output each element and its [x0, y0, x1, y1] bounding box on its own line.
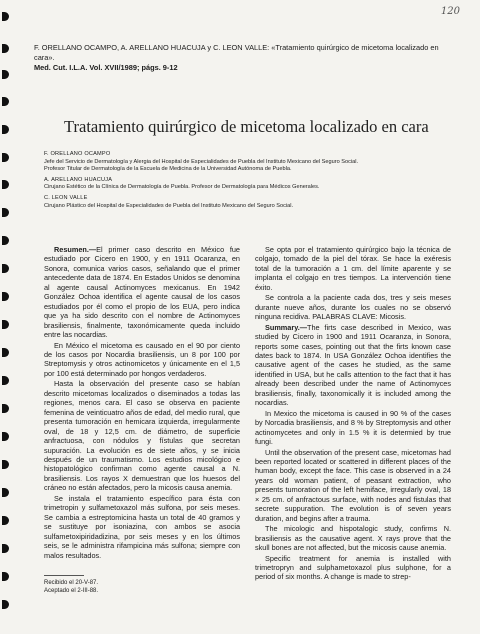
binder-hole: [2, 488, 9, 497]
binder-hole: [2, 600, 9, 609]
binder-hole: [2, 572, 9, 581]
binder-holes: [0, 0, 14, 634]
abstract-paragraph: [44, 494, 240, 560]
paragraph-text: Until the observation of the present case, micetomas had been reported located or scattered in different places of the human body, except the face. This case is observed in a 24 years old woman patient, of peasant extraction, who presents tumoration of the left hemiface, irregularly oval, 18 × 25 cm. of anfractous surface, with nodes and fistulas that secrete suppuration. The evolution is of seven years duration, and begins after a trauma.: [255, 447, 451, 523]
accepted-date: Aceptado el 2-III-88.: [44, 588, 99, 594]
binder-hole: [2, 264, 9, 273]
footnote-rule: [44, 575, 84, 576]
paragraph-text: The micologic and hispotalogic study, confirms N. brasiliensis as the causative agent. X rays prove that the skull bones are not affected, but the micosis cause anemia.: [255, 524, 451, 553]
paragraph-text: In Mexico the micetoma is caused in 90 % of the cases by Norcadia brasiliensis, and 8 % by Streptomysis and other actinomycetes and only in 1.5 % it is determied by true fungi.: [255, 408, 451, 447]
binder-hole: [2, 320, 9, 329]
abstract-paragraph: [44, 379, 240, 492]
abstract-paragraph: [44, 245, 240, 340]
summary-paragraph: [255, 323, 451, 408]
paragraph-text: Se controla a la paciente cada dos, tres y seis meses durante nueve años, durante los cuales no se observó ninguna recidiva. PALABRAS CLAVE: Micosis.: [255, 293, 451, 322]
paragraph-text: Hasta la observación del presente caso se habían descrito micetomas localizados o diseminados a todas las regiones, menos cara. El caso se observa en paciente femenina de veinticuatro años de edad, del medio rural, que presenta tumoración en hemicara izquierda, irregularmente oval, de 18 y 12,5 cm. de diámetro, de superficie anfractuosa, con nódulos y fístulas que secretan supuración. La evolución es de siete años, y se inicia después de un traumatismo. Los estudios micológico e histopatológico confirman como agente causal a N. brasiliensis. Los rayos X demuestran que los huesos del cráneo no están afectados, pero la micosis causa anemia.: [44, 379, 240, 493]
binder-hole: [2, 208, 9, 217]
journal-reference: Med. Cut. I.L.A. Vol. XVII/1989; págs. 9-12: [34, 63, 178, 72]
article-title: Tratamiento quirúrgico de micetoma localizado en cara: [64, 117, 429, 136]
author-affiliation: Profesor Titular de Dermatología de la Escuela de Medicina de la Universidad Autónoma de Puebla.: [44, 166, 292, 173]
binder-hole: [2, 292, 9, 301]
left-column: [44, 245, 240, 560]
paragraph-text: Se opta por el tratamiento quirúrgico bajo la técnica de colgajo, tomado de la piel del tórax. Se hace la exéresis total de la tumoración a 1 cm. del límite aparente y se implanta el colgajo en tres tiempos. La intervención tiene éxito.: [255, 245, 451, 292]
author-affiliation: Jefe del Servicio de Dermatología y Alergia del Hospital de Especialidades de Puebla del Instituto Mexicano del Seguro Social.: [44, 158, 359, 165]
author-affiliation: Cirujano Plástico del Hospital de Especialidades de Puebla del Instituto Mexicano del Seguro Social.: [44, 202, 294, 209]
summary-paragraph: [255, 524, 451, 552]
author-affiliation: Cirujano Estético de la Clínica de Dermatología de Puebla. Profesor de Dermatología para Médicos Generales.: [44, 184, 320, 191]
binder-hole: [2, 516, 9, 525]
summary-paragraph: [255, 409, 451, 447]
footnote: [44, 575, 98, 595]
author-name: A. ARELLANO HUACUJA: [44, 176, 113, 183]
binder-hole: [2, 236, 9, 245]
abstract-paragraph: [44, 341, 240, 379]
author-affiliations: [44, 151, 464, 210]
binder-hole: [2, 97, 9, 106]
binder-hole: [2, 153, 9, 162]
binder-hole: [2, 180, 9, 189]
binder-hole: [2, 44, 9, 53]
author-name: F. ORELLANO OCAMPO: [44, 151, 111, 157]
binder-hole: [2, 376, 9, 385]
binder-hole: [2, 544, 9, 553]
binder-hole: [2, 348, 9, 357]
citation: [34, 43, 454, 73]
right-column: [255, 245, 451, 582]
page-number: 120: [440, 6, 460, 17]
binder-hole: [2, 12, 9, 21]
run-in-heading: Resumen.—: [54, 245, 97, 254]
binder-hole: [2, 125, 9, 134]
abstract-paragraph: [255, 245, 451, 292]
paragraph-text: The firts case described in Mexico, was studied by Cicero in 1900 and 1911 Ocaranza, in Sonora, reports some cases, pointing out that the firts known case dates back to 1874. In USA González Ochoa identifies the causative agent of the cases he studied, as the same identified in USA, but he calls attention to the fact that it has already been described under the name of Actinomyces brasiliensis, finally, taxonomically it is included among the nocardias.: [255, 322, 451, 408]
paragraph-text: Se instala el tratamiento específico para ésta con trimetropin y sulfametoxazol más sulfona, por seis meses. Se cambia a estreptomicina hasta un total de 40 gramos y se sustituye por isoniazina, con ambos se asocia sulfametoxipiridadizina, por seis meses y en los últimos seis, se le administra rifampicina más sulfona; siempre con malos resultados.: [44, 493, 240, 560]
abstract-paragraph: [255, 293, 451, 321]
binder-hole: [2, 460, 9, 469]
paragraph-text: En México el micetoma es causado en el 90 por ciento de los casos por Nocardia brasiliensis, un 8 por 100 por Streptomysis y otros actinomicetos y únicamente en el 1,5 por 100 está determinado por hongos verdaderos.: [44, 340, 240, 378]
received-date: Recibido el 20-V-87.: [44, 580, 99, 586]
binder-hole: [2, 432, 9, 441]
binder-hole: [2, 404, 9, 413]
binder-hole: [2, 70, 9, 79]
author-name: C. LEON VALLE: [44, 194, 88, 201]
paragraph-text: Specific treatment for anemia is installed with trimetropryn and sulphametoxazol plus sulphone, for a period of six months. A change is made to strep-: [255, 553, 451, 582]
summary-paragraph: [255, 554, 451, 582]
summary-paragraph: [255, 448, 451, 524]
run-in-heading: Summary.—: [265, 322, 308, 332]
citation-text: F. ORELLANO OCAMPO, A. ARELLANO HUACUJA y C. LEON VALLE: «Tratamiento quirúrgico de micetoma localizado en cara».: [34, 43, 439, 62]
paragraph-text: El primer caso descrito en México fue estudiado por Cicero en 1900, y en 1911 Ocaranza, en Sonora, comunica varios casos, señalando que el primer antecedente data de 1874. En Estados Unidos se denomina al agente causal Actinomyces mexicanus. En 1942 González Ochoa identifica el agente causal de los casos estudiados por él como el propio de los EUA, pero indica que ya ha sido descrito con el nombre de Actinomyces brasiliensis, finalmente, taxonómicamente queda incluido entre las nocardias.: [44, 245, 240, 340]
